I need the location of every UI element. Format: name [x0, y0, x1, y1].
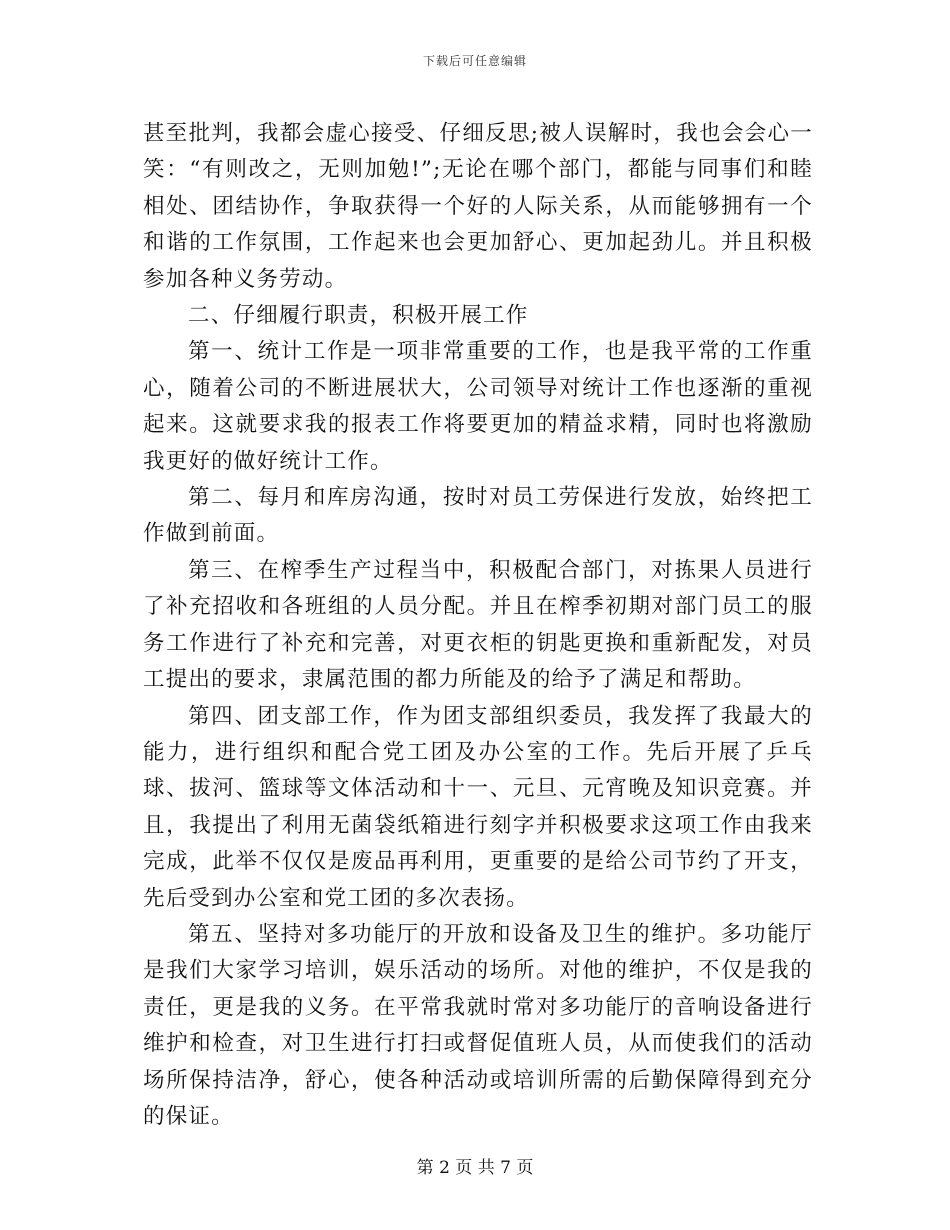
document-body: [143, 116, 813, 1135]
paragraph-continuation: 甚至批判，我都会虚心接受、仔细反思;被人误解时，我也会会心一笑：“有则改之，无则加勉!”;无论在哪个部门，都能与同事们和睦相处、团结协作，争取获得一个好的人际关系，从而能够拥有一个和谐的工作氛围，工作起来也会更加舒心、更加起劲儿。并且积极参加各种义务劳动。: [143, 121, 813, 292]
paragraph-item-2: 第二、每月和库房沟通，按时对员工劳保进行发放，始终把工作做到前面。: [143, 485, 813, 547]
paragraph-item-5: 第五、坚持对多功能厅的开放和设备及卫生的维护。多功能厅是我们大家学习培训，娱乐活动的场所。对他的维护，不仅是我的责任，更是我的义务。在平常我就时常对多功能厅的音响设备进行维护和检查，对卫生进行打扫或督促值班人员，从而使我们的活动场所保持洁净，舒心，使各种活动或培训所需的后勤保障得到充分的保证。: [143, 921, 813, 1129]
paragraph-item-4: 第四、团支部工作，作为团支部组织委员，我发挥了我最大的能力，进行组织和配合党工团及办公室的工作。先后开展了乒乓球、拔河、篮球等文体活动和十一、元旦、元宵晚及知识竞赛。并且，我提出了利用无菌袋纸箱进行刻字并积极要求这项工作由我来完成，此举不仅仅是废品再利用，更重要的是给公司节约了开支，先后受到办公室和党工团的多次表扬。: [143, 703, 813, 911]
section-heading: 二、仔细履行职责，积极开展工作: [188, 303, 529, 329]
paragraph-item-1: 第一、统计工作是一项非常重要的工作，也是我平常的工作重心，随着公司的不断进展状大，公司领导对统计工作也逐渐的重视起来。这就要求我的报表工作将要更加的精益求精，同时也将激励我更好的做好统计工作。: [143, 339, 813, 474]
page-number: 第 2 页 共 7 页: [416, 1158, 534, 1178]
page-footer: [0, 1153, 950, 1178]
paragraph-item-3: 第三、在榨季生产过程当中，积极配合部门，对拣果人员进行了补充招收和各班组的人员分配。并且在榨季初期对部门员工的服务工作进行了补充和完善，对更衣柜的钥匙更换和重新配发，对员工提出的要求，隶属范围的都力所能及的给予了满足和帮助。: [143, 557, 813, 693]
page-header: 下载后可任意编辑: [422, 54, 527, 68]
